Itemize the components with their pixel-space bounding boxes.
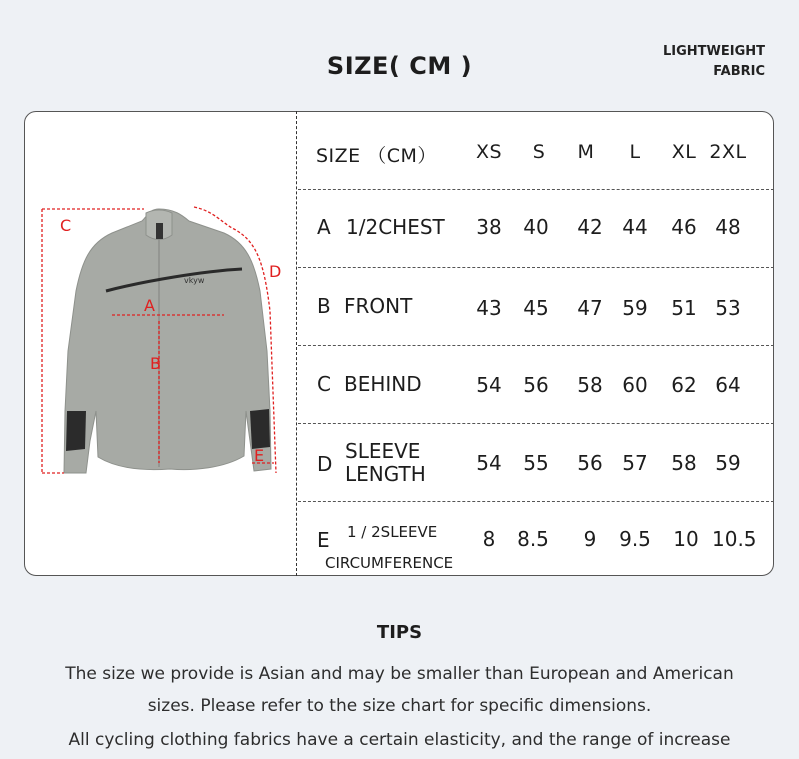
tagline-line-1: LIGHTWEIGHT — [662, 44, 765, 59]
row-d-name-line-1: SLEEVE — [345, 439, 421, 463]
column-divider — [296, 111, 297, 576]
row-d-name — [345, 440, 426, 486]
row-d-2xl: 59 — [715, 451, 741, 475]
row-c-xl: 62 — [671, 373, 697, 397]
right-cuff-band — [250, 409, 270, 449]
row-d-m: 56 — [577, 451, 603, 475]
size-header-label: SIZE （CM） — [316, 145, 437, 167]
row-a-xs: 38 — [476, 215, 502, 239]
row-c-xs: 54 — [476, 373, 502, 397]
row-c-name: BEHIND — [344, 372, 422, 396]
row-a-2xl: 48 — [715, 215, 741, 239]
row-c-s: 56 — [523, 373, 549, 397]
label-e: E — [254, 446, 265, 465]
row-b-s: 45 — [523, 296, 549, 320]
row-a-m: 42 — [577, 215, 603, 239]
row-d-letter: D — [317, 452, 333, 476]
row-c-m: 58 — [577, 373, 603, 397]
row-divider — [298, 345, 774, 346]
row-d-name-line-2: LENGTH — [345, 462, 426, 486]
row-e-s: 8.5 — [517, 527, 549, 551]
row-e-l: 9.5 — [619, 527, 651, 551]
page-title: SIZE( CM ) — [326, 52, 473, 80]
row-d-s: 55 — [523, 451, 549, 475]
row-c-2xl: 64 — [715, 373, 741, 397]
row-a-l: 44 — [622, 215, 648, 239]
row-a-xl: 46 — [671, 215, 697, 239]
fabric-tagline — [663, 42, 765, 82]
row-e-2xl: 10.5 — [712, 527, 757, 551]
label-b: B — [150, 354, 161, 373]
zipper-pull — [156, 223, 163, 239]
tagline-line-2: FABRIC — [713, 64, 765, 79]
row-divider — [298, 423, 774, 424]
tips-line-3: All cycling clothing fabrics have a certain elasticity, and the range of increase — [68, 730, 731, 750]
row-divider — [298, 189, 774, 190]
row-e-name-line-2: CIRCUMFERENCE — [325, 554, 454, 572]
row-d-l: 57 — [622, 451, 648, 475]
size-col-xs: XS — [475, 141, 503, 163]
row-b-letter: B — [317, 294, 331, 318]
jersey-body — [64, 209, 271, 473]
row-divider — [298, 501, 774, 502]
row-b-2xl: 53 — [715, 296, 741, 320]
label-c: C — [60, 216, 72, 235]
row-divider — [298, 267, 774, 268]
size-col-l: L — [629, 141, 641, 163]
row-c-l: 60 — [622, 373, 648, 397]
row-d-xs: 54 — [476, 451, 502, 475]
row-e-letter: E — [317, 528, 330, 552]
brand-mark: vkyw — [184, 276, 205, 285]
size-col-m: M — [577, 141, 595, 163]
label-d: D — [269, 262, 282, 281]
row-b-name: FRONT — [344, 294, 413, 318]
size-col-2xl: 2XL — [709, 141, 747, 163]
row-e-name-line-1: 1 / 2SLEEVE — [347, 523, 438, 541]
jersey-illustration — [24, 111, 296, 576]
row-e-m: 9 — [583, 527, 597, 551]
row-a-letter: A — [317, 215, 331, 239]
row-a-s: 40 — [523, 215, 549, 239]
tips-line-2: sizes. Please refer to the size chart for specific dimensions. — [147, 696, 652, 716]
label-a: A — [144, 296, 155, 315]
row-b-xl: 51 — [671, 296, 697, 320]
size-col-s: S — [532, 141, 546, 163]
tips-title: TIPS — [376, 622, 423, 643]
row-b-m: 47 — [577, 296, 603, 320]
row-e-xl: 10 — [673, 527, 699, 551]
row-e-xs: 8 — [482, 527, 496, 551]
row-d-xl: 58 — [671, 451, 697, 475]
tips-line-1: The size we provide is Asian and may be smaller than European and American — [65, 664, 734, 684]
row-b-xs: 43 — [476, 296, 502, 320]
left-cuff-band — [66, 411, 86, 451]
size-col-xl: XL — [671, 141, 697, 163]
row-c-letter: C — [317, 372, 331, 396]
row-b-l: 59 — [622, 296, 648, 320]
row-a-name: 1/2CHEST — [346, 215, 445, 239]
